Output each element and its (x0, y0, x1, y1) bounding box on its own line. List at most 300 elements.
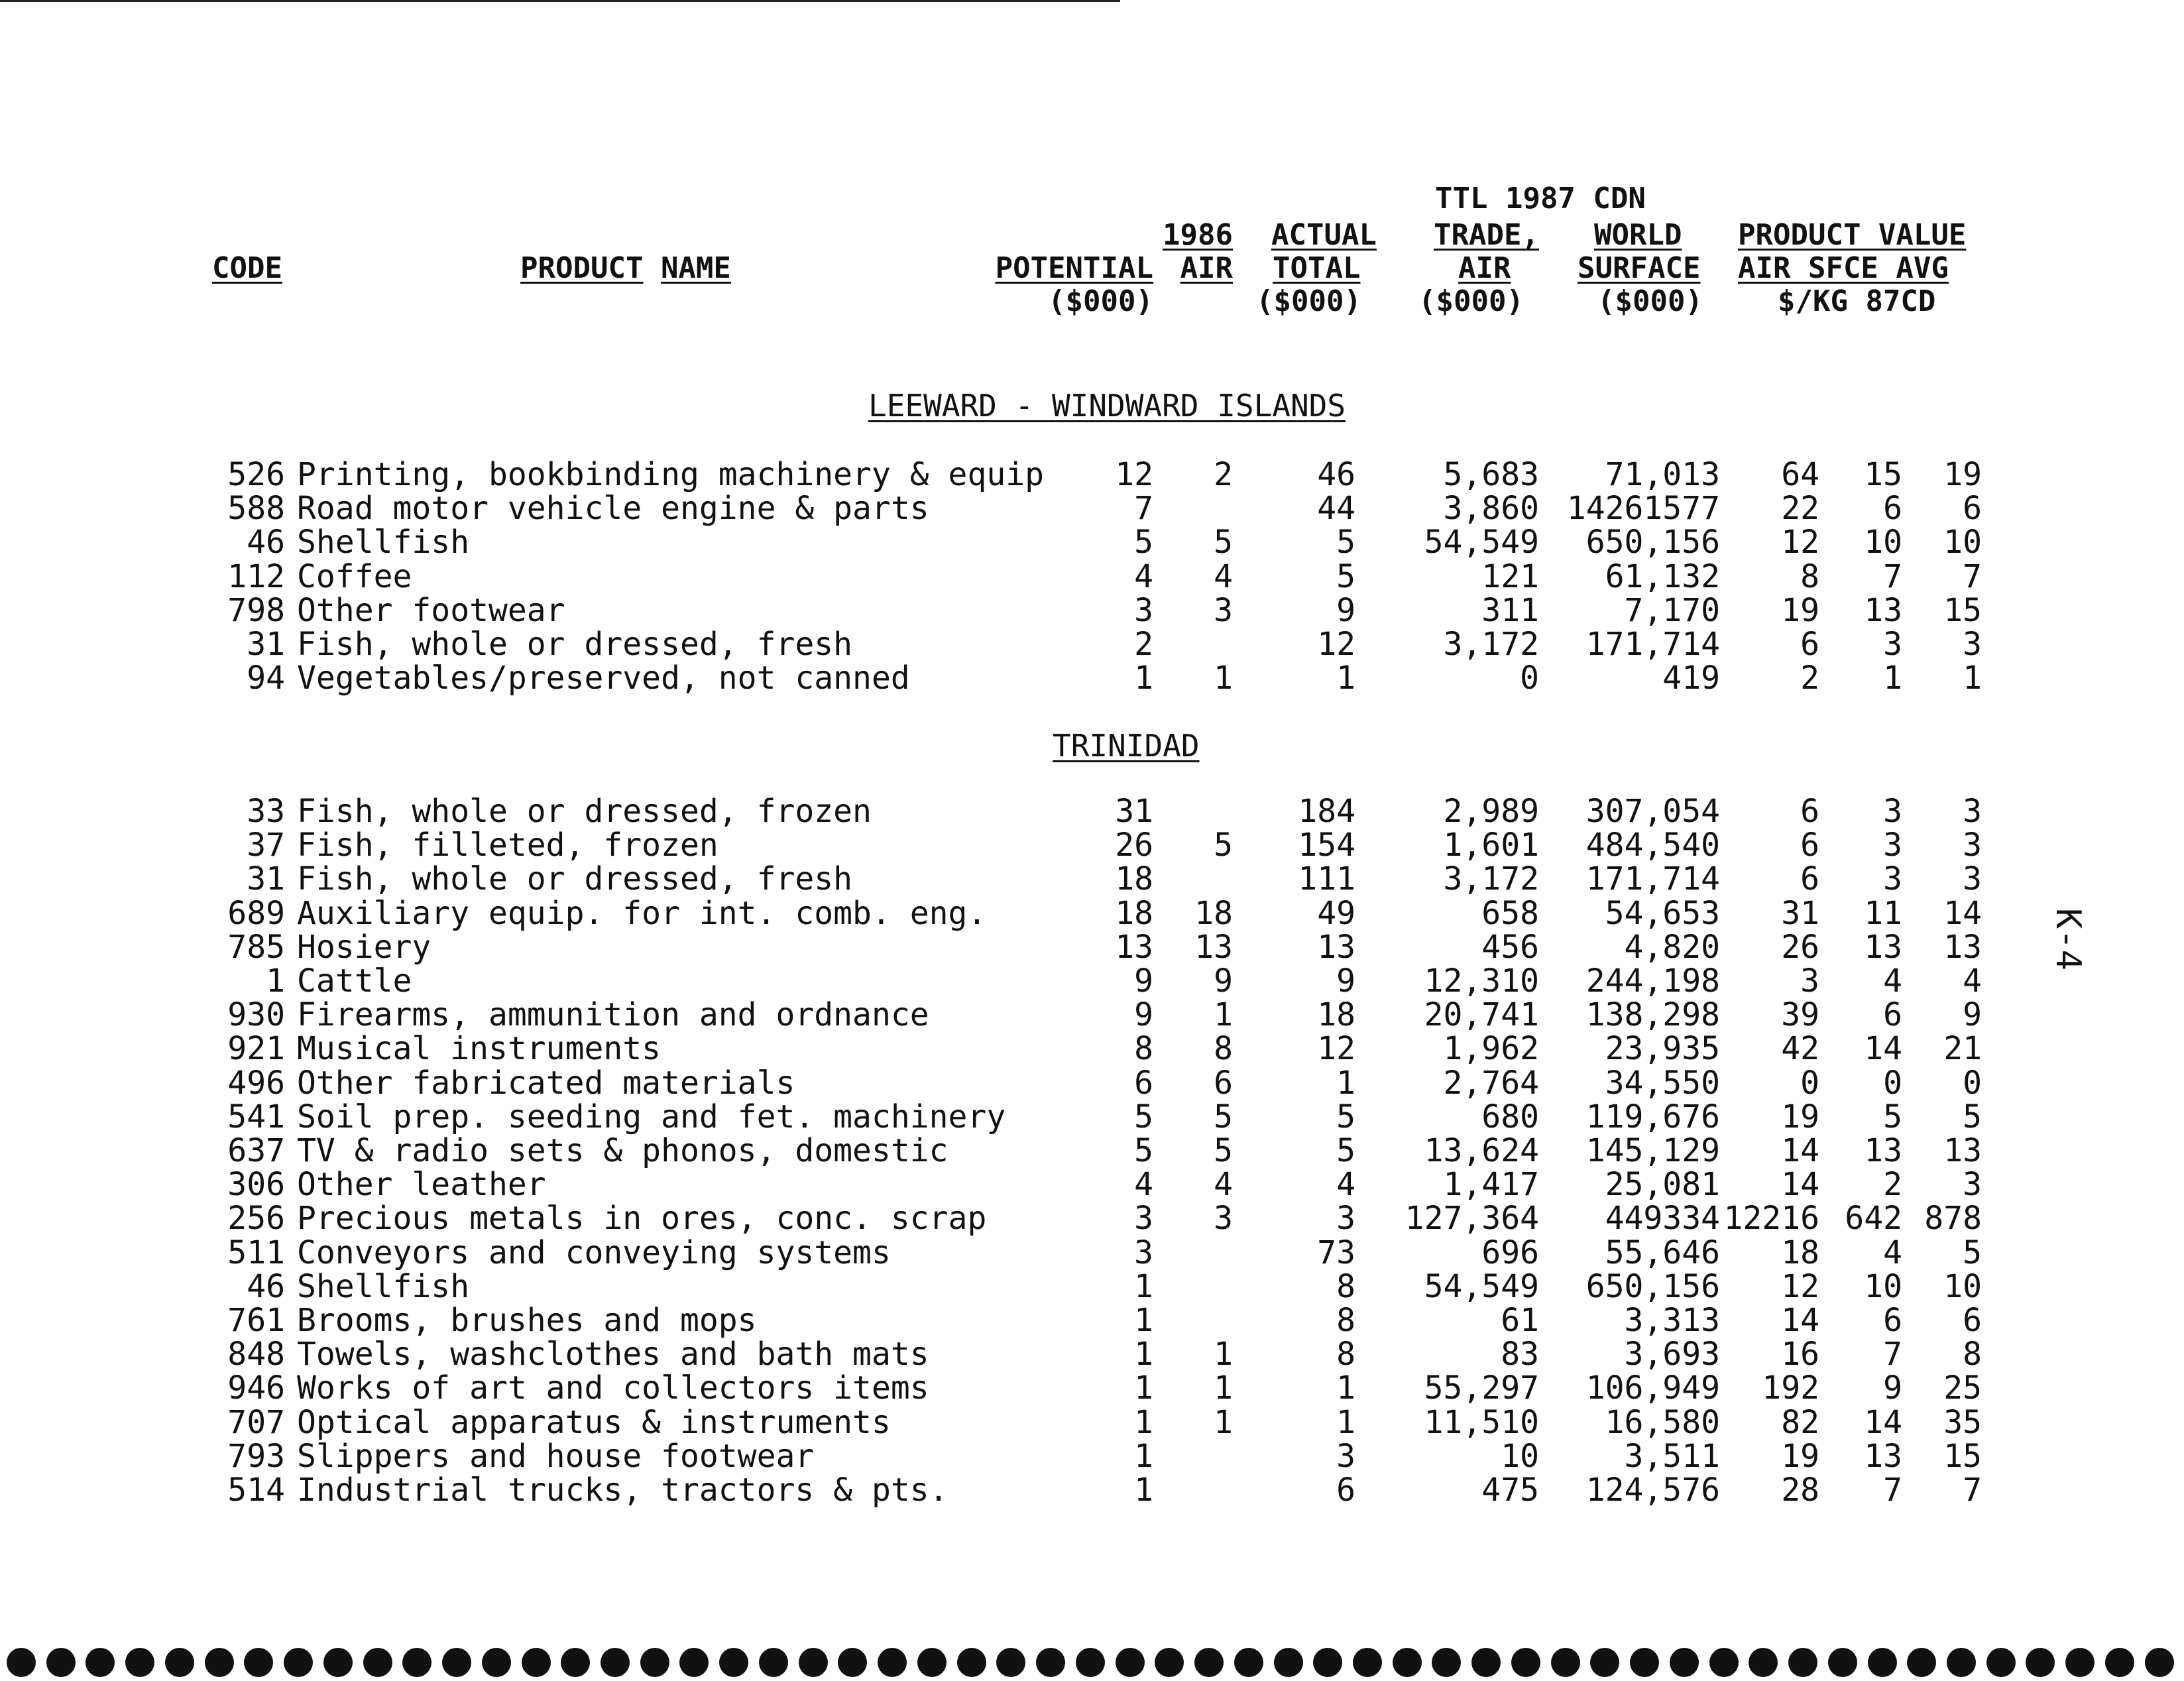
cell-pv-avg: 10 (1943, 524, 1982, 561)
cell-air-1986: 6 (1214, 1064, 1233, 1102)
perforation-dot (1986, 1648, 2016, 1677)
cell-air-1986: 9 (1214, 962, 1233, 1000)
cell-code: 707 (227, 1403, 285, 1441)
cell-product-name: Coffee (297, 557, 412, 595)
cell-pv-air: 39 (1781, 996, 1819, 1034)
cell-code: 46 (247, 524, 285, 561)
cell-world-surface: 34,550 (1605, 1064, 1720, 1102)
cell-code: 785 (227, 928, 285, 966)
cell-code: 793 (227, 1437, 285, 1475)
perforation-dot (1907, 1648, 1936, 1677)
cell-world-surface: 3,313 (1624, 1302, 1720, 1339)
perforation-dot (86, 1648, 115, 1677)
cell-code: 526 (227, 456, 285, 493)
table-row (0, 1031, 2184, 1066)
cell-pv-air: 64 (1781, 456, 1819, 493)
cell-world-surface: 54,653 (1605, 894, 1720, 932)
cell-potential: 9 (1134, 996, 1153, 1034)
header-trade-air: AIR (1458, 251, 1511, 285)
cell-world-surface: 119,676 (1585, 1098, 1720, 1135)
cell-trade-air: 1,962 (1443, 1030, 1539, 1068)
cell-air-1986: 4 (1214, 1166, 1233, 1204)
header-potential-unit: ($000) (1048, 284, 1153, 318)
cell-code: 46 (247, 1267, 285, 1305)
table-row (0, 964, 2184, 998)
perforation-dot (1947, 1648, 1976, 1677)
table-row (0, 1371, 2184, 1405)
cell-potential: 1 (1134, 1437, 1153, 1475)
cell-pv-sfce: 13 (1864, 1437, 1902, 1475)
cell-product-name: TV & radio sets & phonos, domestic (297, 1132, 948, 1169)
perforation-dot (561, 1648, 590, 1677)
cell-trade-air: 456 (1481, 928, 1539, 966)
perforation-dot (1749, 1648, 1778, 1677)
cell-potential: 18 (1115, 894, 1153, 932)
cell-actual-total: 8 (1336, 1267, 1355, 1305)
table-row (0, 1303, 2184, 1338)
cell-pv-sfce: 7 (1883, 557, 1902, 595)
cell-pv-sfce: 13 (1864, 928, 1902, 966)
cell-potential: 12 (1115, 456, 1153, 493)
cell-potential: 8 (1134, 1030, 1153, 1068)
cell-air-1986: 5 (1214, 827, 1233, 864)
cell-actual-total: 9 (1336, 591, 1355, 629)
cell-pv-sfce: 4 (1883, 962, 1902, 1000)
cell-code: 306 (227, 1166, 285, 1204)
cell-pv-air: 18 (1781, 1234, 1819, 1271)
cell-pv-sfce: 7 (1883, 1472, 1902, 1509)
cell-code: 541 (227, 1098, 285, 1135)
cell-pv-sfce: 5 (1883, 1098, 1902, 1135)
cell-pv-air: 14 (1781, 1302, 1819, 1339)
cell-actual-total: 8 (1336, 1336, 1355, 1373)
cell-potential: 1 (1134, 1267, 1153, 1305)
cell-pv-air: 12 (1781, 1267, 1819, 1305)
header-product-value: PRODUCT VALUE (1738, 218, 1967, 252)
cell-world-surface: 145,129 (1585, 1132, 1720, 1169)
cell-trade-air: 2,764 (1443, 1064, 1539, 1102)
perforation-dot (2065, 1648, 2095, 1677)
top-rule (0, 0, 1120, 2)
cell-product-name: Works of art and collectors items (297, 1369, 929, 1407)
cell-product-name: Fish, whole or dressed, fresh (297, 626, 853, 663)
cell-product-name: Other fabricated materials (297, 1064, 795, 1102)
cell-actual-total: 6 (1336, 1472, 1355, 1509)
cell-world-surface: 23,935 (1605, 1030, 1720, 1068)
cell-potential: 1 (1134, 1336, 1153, 1373)
cell-product-name: Conveyors and conveying systems (297, 1234, 891, 1271)
cell-trade-air: 11,510 (1424, 1403, 1539, 1441)
cell-pv-sfce: 15 (1864, 456, 1902, 493)
perforation-dot (402, 1648, 431, 1677)
table-row (0, 1133, 2184, 1168)
cell-actual-total: 1 (1336, 1403, 1355, 1441)
perforation-dot (679, 1648, 709, 1677)
cell-pv-air: 192 (1762, 1369, 1819, 1407)
cell-pv-air: 14 (1781, 1166, 1819, 1204)
perforation-dot (1036, 1648, 1065, 1677)
perforation-dot (1116, 1648, 1145, 1677)
cell-trade-air: 3,860 (1443, 490, 1539, 528)
cell-pv-air: 6 (1800, 860, 1819, 898)
cell-air-1986: 1 (1214, 660, 1233, 697)
cell-pv-avg: 5 (1963, 1098, 1982, 1135)
cell-world-surface: 14261577 (1566, 490, 1720, 528)
header-code: CODE (212, 251, 282, 285)
cell-product-name: Other leather (297, 1166, 546, 1204)
perforation-dots (7, 1648, 2174, 1678)
cell-air-1986: 1 (1214, 996, 1233, 1034)
cell-pv-avg: 9 (1963, 996, 1982, 1034)
cell-product-name: Shellfish (297, 1267, 470, 1305)
cell-pv-avg: 15 (1943, 591, 1982, 629)
cell-potential: 4 (1134, 557, 1153, 595)
cell-code: 588 (227, 490, 285, 528)
perforation-dot (996, 1648, 1025, 1677)
cell-pv-air: 22 (1781, 490, 1819, 528)
cell-trade-air: 61 (1501, 1302, 1539, 1339)
cell-world-surface: 484,540 (1585, 827, 1720, 864)
cell-pv-sfce: 7 (1883, 1336, 1902, 1373)
table-row (0, 1405, 2184, 1440)
perforation-dot (799, 1648, 828, 1677)
cell-potential: 31 (1115, 793, 1153, 830)
table-row (0, 1337, 2184, 1371)
cell-product-name: Printing, bookbinding machinery & equip (297, 456, 1045, 493)
cell-pv-sfce: 10 (1864, 1267, 1902, 1305)
cell-potential: 5 (1134, 1098, 1153, 1135)
cell-actual-total: 73 (1317, 1234, 1355, 1271)
cell-code: 256 (227, 1200, 285, 1238)
cell-pv-air: 0 (1800, 1064, 1819, 1102)
perforation-dot (957, 1648, 986, 1677)
header-ttl-1987: TTL 1987 CDN (1435, 182, 1646, 215)
cell-product-name: Soil prep. seeding and fet. machinery (297, 1098, 1006, 1135)
cell-pv-avg: 10 (1943, 1267, 1982, 1305)
cell-world-surface: 7,170 (1624, 591, 1720, 629)
cell-product-name: Cattle (297, 962, 412, 1000)
perforation-dot (1313, 1648, 1342, 1677)
cell-world-surface: 16,580 (1605, 1403, 1720, 1441)
cell-potential: 1 (1134, 1403, 1153, 1441)
cell-world-surface: 61,132 (1605, 557, 1720, 595)
perforation-dot (1076, 1648, 1105, 1677)
cell-world-surface: 3,511 (1624, 1437, 1720, 1475)
cell-trade-air: 121 (1481, 557, 1539, 595)
cell-world-surface: 138,298 (1585, 996, 1720, 1034)
cell-pv-avg: 8 (1963, 1336, 1982, 1373)
cell-pv-air: 19 (1781, 1437, 1819, 1475)
cell-trade-air: 5,683 (1443, 456, 1539, 493)
cell-trade-air: 1,601 (1443, 827, 1539, 864)
cell-world-surface: 307,054 (1585, 793, 1720, 830)
header-world: WORLD (1594, 218, 1682, 252)
cell-trade-air: 54,549 (1424, 1267, 1539, 1305)
cell-actual-total: 5 (1336, 1132, 1355, 1169)
cell-air-1986: 4 (1214, 557, 1233, 595)
perforation-dot (2145, 1648, 2174, 1677)
table-row (0, 1201, 2184, 1236)
cell-actual-total: 4 (1336, 1166, 1355, 1204)
cell-pv-sfce: 9 (1883, 1369, 1902, 1407)
perforation-dot (363, 1648, 392, 1677)
cell-pv-avg: 5 (1963, 1234, 1982, 1271)
cell-potential: 2 (1134, 626, 1153, 663)
cell-potential: 1 (1134, 1369, 1153, 1407)
cell-code: 511 (227, 1234, 285, 1271)
cell-code: 798 (227, 591, 285, 629)
header-pv-unit: $/KG 87CD (1778, 284, 1936, 318)
cell-pv-avg: 35 (1943, 1403, 1982, 1441)
cell-product-name: Towels, washclothes and bath mats (297, 1336, 929, 1373)
cell-pv-avg: 3 (1963, 827, 1982, 864)
cell-pv-sfce: 13 (1864, 591, 1902, 629)
cell-world-surface: 171,714 (1585, 626, 1720, 663)
cell-world-surface: 650,156 (1585, 1267, 1720, 1305)
cell-pv-sfce: 3 (1883, 793, 1902, 830)
cell-pv-sfce: 6 (1883, 490, 1902, 528)
cell-world-surface: 55,646 (1605, 1234, 1720, 1271)
cell-air-1986: 2 (1214, 456, 1233, 493)
cell-code: 1 (266, 962, 285, 1000)
cell-pv-avg: 13 (1943, 928, 1982, 966)
table-row (0, 1473, 2184, 1507)
cell-potential: 5 (1134, 524, 1153, 561)
cell-world-surface: 124,576 (1585, 1472, 1720, 1509)
header-total: TOTAL (1273, 251, 1361, 285)
perforation-dot (1788, 1648, 1817, 1677)
cell-world-surface: 449334 (1605, 1200, 1720, 1238)
cell-potential: 18 (1115, 860, 1153, 898)
header-potential: POTENTIAL (995, 251, 1153, 285)
cell-product-name: Hosiery (297, 928, 431, 966)
cell-pv-sfce: 2 (1883, 1166, 1902, 1204)
cell-pv-air: 6 (1800, 626, 1819, 663)
cell-potential: 1 (1134, 660, 1153, 697)
cell-world-surface: 419 (1662, 660, 1720, 697)
cell-pv-air: 2 (1800, 660, 1819, 697)
cell-actual-total: 184 (1298, 793, 1355, 830)
cell-pv-avg: 3 (1963, 626, 1982, 663)
cell-trade-air: 83 (1501, 1336, 1539, 1373)
cell-pv-air: 14 (1781, 1132, 1819, 1169)
table-row (0, 1236, 2184, 1270)
cell-pv-air: 8 (1800, 557, 1819, 595)
header-trade-unit: ($000) (1418, 284, 1524, 318)
section-title-trinidad: TRINIDAD (1053, 728, 1200, 764)
cell-trade-air: 3,172 (1443, 860, 1539, 898)
cell-code: 921 (227, 1030, 285, 1068)
perforation-dot (7, 1648, 36, 1677)
perforation-dot (1234, 1648, 1263, 1677)
cell-actual-total: 9 (1336, 962, 1355, 1000)
cell-pv-avg: 0 (1963, 1064, 1982, 1102)
cell-actual-total: 3 (1336, 1200, 1355, 1238)
cell-pv-sfce: 10 (1864, 524, 1902, 561)
cell-pv-sfce: 3 (1883, 827, 1902, 864)
table-row (0, 1269, 2184, 1304)
cell-pv-avg: 878 (1924, 1200, 1982, 1238)
cell-actual-total: 8 (1336, 1302, 1355, 1339)
cell-actual-total: 18 (1317, 996, 1355, 1034)
perforation-dot (640, 1648, 669, 1677)
cell-pv-sfce: 13 (1864, 1132, 1902, 1169)
header-surface: SURFACE (1578, 251, 1701, 285)
cell-pv-avg: 7 (1963, 557, 1982, 595)
cell-actual-total: 111 (1298, 860, 1355, 898)
header-product-name (520, 252, 731, 285)
cell-product-name: Fish, whole or dressed, frozen (297, 793, 872, 830)
perforation-dot (601, 1648, 630, 1677)
cell-trade-air: 2,989 (1443, 793, 1539, 830)
cell-pv-sfce: 6 (1883, 1302, 1902, 1339)
table-row (0, 1439, 2184, 1474)
cell-pv-air: 42 (1781, 1030, 1819, 1068)
cell-product-name: Fish, whole or dressed, fresh (297, 860, 853, 898)
cell-pv-sfce: 642 (1845, 1200, 1902, 1238)
cell-world-surface: 71,013 (1605, 456, 1720, 493)
cell-air-1986: 18 (1194, 894, 1233, 932)
cell-pv-sfce: 14 (1864, 1030, 1902, 1068)
cell-air-1986: 3 (1214, 591, 1233, 629)
cell-pv-avg: 6 (1963, 1302, 1982, 1339)
perforation-dot (1868, 1648, 1897, 1677)
perforation-dot (1511, 1648, 1540, 1677)
cell-product-name: Optical apparatus & instruments (297, 1403, 891, 1441)
section-title-leeward: LEEWARD - WINDWARD ISLANDS (868, 388, 1346, 424)
cell-air-1986: 8 (1214, 1030, 1233, 1068)
cell-product-name: Industrial trucks, tractors & pts. (297, 1472, 948, 1509)
perforation-dot (1432, 1648, 1461, 1677)
cell-pv-avg: 25 (1943, 1369, 1982, 1407)
cell-pv-sfce: 3 (1883, 626, 1902, 663)
perforation-dot (522, 1648, 551, 1677)
perforation-dot (323, 1648, 353, 1677)
cell-air-1986: 5 (1214, 524, 1233, 561)
cell-trade-air: 10 (1501, 1437, 1539, 1475)
cell-product-name: Fish, filleted, frozen (297, 827, 718, 864)
cell-pv-air: 12216 (1723, 1200, 1819, 1238)
cell-potential: 7 (1134, 490, 1153, 528)
cell-product-name: Musical instruments (297, 1030, 661, 1068)
cell-product-name: Shellfish (297, 524, 470, 561)
cell-actual-total: 154 (1298, 827, 1355, 864)
cell-actual-total: 1 (1336, 1064, 1355, 1102)
perforation-dot (1709, 1648, 1739, 1677)
table-row (0, 593, 2184, 628)
cell-pv-sfce: 6 (1883, 996, 1902, 1034)
cell-pv-avg: 3 (1963, 793, 1982, 830)
cell-potential: 13 (1115, 928, 1153, 966)
cell-actual-total: 5 (1336, 557, 1355, 595)
header-name: NAME (660, 251, 731, 285)
cell-actual-total: 5 (1336, 524, 1355, 561)
cell-trade-air: 127,364 (1405, 1200, 1539, 1238)
cell-code: 637 (227, 1132, 285, 1169)
cell-code: 31 (247, 860, 285, 898)
cell-world-surface: 3,693 (1624, 1336, 1720, 1373)
cell-trade-air: 54,549 (1424, 524, 1539, 561)
perforation-dot (1590, 1648, 1619, 1677)
cell-trade-air: 696 (1481, 1234, 1539, 1271)
cell-potential: 3 (1134, 591, 1153, 629)
table-row (0, 525, 2184, 559)
cell-pv-sfce: 11 (1864, 894, 1902, 932)
cell-potential: 5 (1134, 1132, 1153, 1169)
cell-world-surface: 25,081 (1605, 1166, 1720, 1204)
cell-pv-air: 28 (1781, 1472, 1819, 1509)
cell-potential: 3 (1134, 1234, 1153, 1271)
cell-pv-sfce: 3 (1883, 860, 1902, 898)
cell-world-surface: 244,198 (1585, 962, 1720, 1000)
cell-actual-total: 44 (1317, 490, 1355, 528)
cell-air-1986: 3 (1214, 1200, 1233, 1238)
cell-pv-avg: 3 (1963, 1166, 1982, 1204)
cell-actual-total: 13 (1317, 928, 1355, 966)
perforation-dot (442, 1648, 471, 1677)
perforation-dot (1353, 1648, 1382, 1677)
header-surface-unit: ($000) (1597, 284, 1703, 318)
perforation-dot (1551, 1648, 1580, 1677)
cell-pv-avg: 7 (1963, 1472, 1982, 1509)
cell-air-1986: 1 (1214, 1369, 1233, 1407)
cell-trade-air: 475 (1481, 1472, 1539, 1509)
cell-pv-air: 82 (1781, 1403, 1819, 1441)
cell-pv-avg: 1 (1963, 660, 1982, 697)
cell-potential: 26 (1115, 827, 1153, 864)
cell-product-name: Other footwear (297, 591, 565, 629)
perforation-dot (1630, 1648, 1659, 1677)
header-actual: ACTUAL (1271, 218, 1377, 252)
header-total-unit: ($000) (1256, 284, 1361, 318)
header-product: PRODUCT (520, 251, 644, 285)
cell-air-1986: 5 (1214, 1132, 1233, 1169)
cell-code: 33 (247, 793, 285, 830)
header-pv-sub: AIR SFCE AVG (1738, 251, 1949, 285)
cell-air-1986: 13 (1194, 928, 1233, 966)
cell-trade-air: 680 (1481, 1098, 1539, 1135)
table-row (0, 661, 2184, 695)
perforation-dot (125, 1648, 154, 1677)
cell-trade-air: 1,417 (1443, 1166, 1539, 1204)
perforation-dot (46, 1648, 76, 1677)
cell-potential: 1 (1134, 1302, 1153, 1339)
cell-code: 761 (227, 1302, 285, 1339)
cell-code: 31 (247, 626, 285, 663)
table-row (0, 627, 2184, 662)
cell-product-name: Brooms, brushes and mops (297, 1302, 757, 1339)
cell-code: 930 (227, 996, 285, 1034)
cell-potential: 3 (1134, 1200, 1153, 1238)
cell-product-name: Precious metals in ores, conc. scrap (297, 1200, 987, 1238)
cell-pv-avg: 6 (1963, 490, 1982, 528)
perforation-dot (917, 1648, 947, 1677)
cell-air-1986: 5 (1214, 1098, 1233, 1135)
header-1986: 1986 (1163, 218, 1233, 252)
cell-world-surface: 650,156 (1585, 524, 1720, 561)
table-row (0, 794, 2184, 829)
cell-pv-air: 6 (1800, 827, 1819, 864)
header-trade: TRADE, (1434, 218, 1539, 252)
cell-trade-air: 13,624 (1424, 1132, 1539, 1169)
table-row (0, 862, 2184, 896)
cell-pv-air: 3 (1800, 962, 1819, 1000)
cell-world-surface: 4,820 (1624, 928, 1720, 966)
cell-trade-air: 3,172 (1443, 626, 1539, 663)
cell-potential: 4 (1134, 1166, 1153, 1204)
cell-actual-total: 1 (1336, 1369, 1355, 1407)
cell-trade-air: 20,741 (1424, 996, 1539, 1034)
